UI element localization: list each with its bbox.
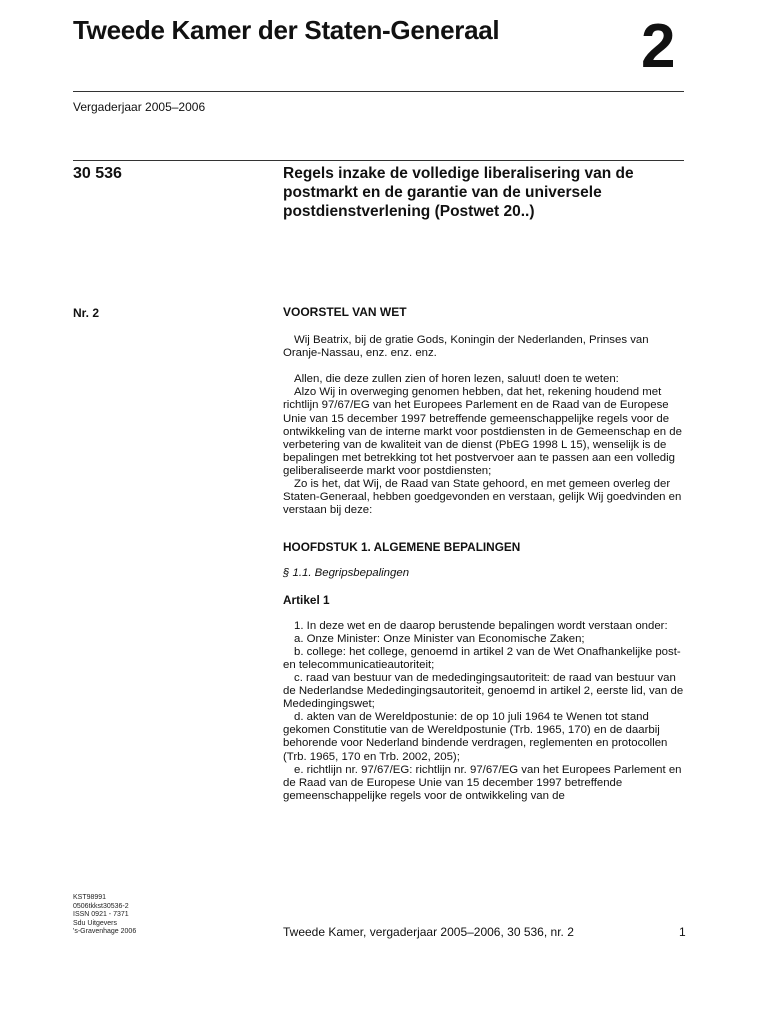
session-year: Vergaderjaar 2005–2006 bbox=[73, 100, 206, 114]
colophon-line: 's-Gravenhage 2006 bbox=[73, 928, 137, 936]
document-heading: VOORSTEL VAN WET bbox=[283, 305, 407, 319]
page-number: 1 bbox=[679, 925, 686, 939]
article-clause: 1. In deze wet en de daarop berustende bepalingen wordt verstaan onder: bbox=[294, 619, 668, 632]
enactment-paragraph: Zo is het, dat Wij, de Raad van State gehoord, en met gemeen overleg der Staten-Generaal, hebben goedgevonden en verstaan, gelijk Wij goedvinden en verstaan bij deze: bbox=[283, 478, 682, 517]
definition-item: e. richtlijn nr. 97/67/EG: richtlijn nr. 97/67/EG van het Europees Parlement en de Raad van de Europese Unie van 15 december 1997 betreffende gemeenschappelijke regels voor de ontwikkeling van de bbox=[283, 763, 682, 802]
article-heading: Artikel 1 bbox=[283, 592, 330, 607]
definition-item: c. raad van bestuur van de mededingingsautoriteit: de raad van bestuur van de Nederlandse Mededingingsautoriteit, genoemd in artikel 2, eerste lid, van de Mededingingswet; bbox=[283, 671, 684, 711]
chapter-heading: HOOFDSTUK 1. ALGEMENE BEPALINGEN bbox=[283, 540, 521, 555]
definition-item: d. akten van de Wereldpostunie: de op 10 juli 1964 te Wenen tot stand gekomen Constitutie van de Wereldpostunie (Trb. 1965, 170) en de daarbij behorende voor Nederland bindende verdragen, reglementen en protocollen (Trb. 1965, 170 en Trb. 2002, 205); bbox=[283, 711, 668, 763]
colophon-line: Sdu Uitgevers bbox=[73, 919, 117, 927]
dossier-title: Regels inzake de volledige liberalisering van de postmarkt en de garantie van de universele postdienstverlening (Postwet 20..) bbox=[283, 165, 634, 220]
definition-item: a. Onze Minister: Onze Minister van Economische Zaken; bbox=[294, 632, 585, 645]
document-number-large: 2 bbox=[641, 12, 676, 81]
header-divider bbox=[73, 91, 684, 92]
document-nr: Nr. 2 bbox=[73, 306, 100, 320]
colophon-line: 0506tkkst30536-2 bbox=[73, 902, 129, 910]
greeting-paragraph: Allen, die deze zullen zien of horen lezen, saluut! doen te weten: bbox=[294, 373, 619, 386]
preamble-paragraph: Wij Beatrix, bij de gratie Gods, Koningin der Nederlanden, Prinses van Oranje-Nassau, enz. enz. enz. bbox=[283, 334, 649, 360]
colophon-line: ISSN 0921 - 7371 bbox=[73, 911, 129, 919]
dossier-number: 30 536 bbox=[73, 165, 122, 182]
colophon bbox=[73, 894, 136, 937]
section-heading: § 1.1. Begripsbepalingen bbox=[283, 567, 410, 580]
page-footer: Tweede Kamer, vergaderjaar 2005–2006, 30 536, nr. 2 bbox=[283, 925, 574, 939]
dossier-divider bbox=[73, 160, 684, 161]
document-body bbox=[283, 306, 688, 803]
considerations-paragraph: Alzo Wij in overweging genomen hebben, dat het, rekening houdend met richtlijn 97/67/EG van het Europees Parlement en de Raad van de Europese Unie van 15 december 1997 betreffende gemeenschappelijke regels voor de ontwikkeling van de interne markt voor postdiensten in de Gemeenschap en de verbetering van de kwaliteit van de dienst (PbEG 1998 L 15), wenselijk is de bepalingen met betrekking tot het postvervoer aan te passen aan een volledig geliberaliseerde markt voor postdiensten; bbox=[283, 386, 682, 477]
colophon-line: KST98991 bbox=[73, 894, 107, 901]
definition-item: b. college: het college, genoemd in artikel 2 van de Wet Onafhankelijke post- en telecommunicatieautoriteit; bbox=[283, 645, 681, 671]
chamber-title: Tweede Kamer der Staten-Generaal bbox=[73, 15, 500, 45]
